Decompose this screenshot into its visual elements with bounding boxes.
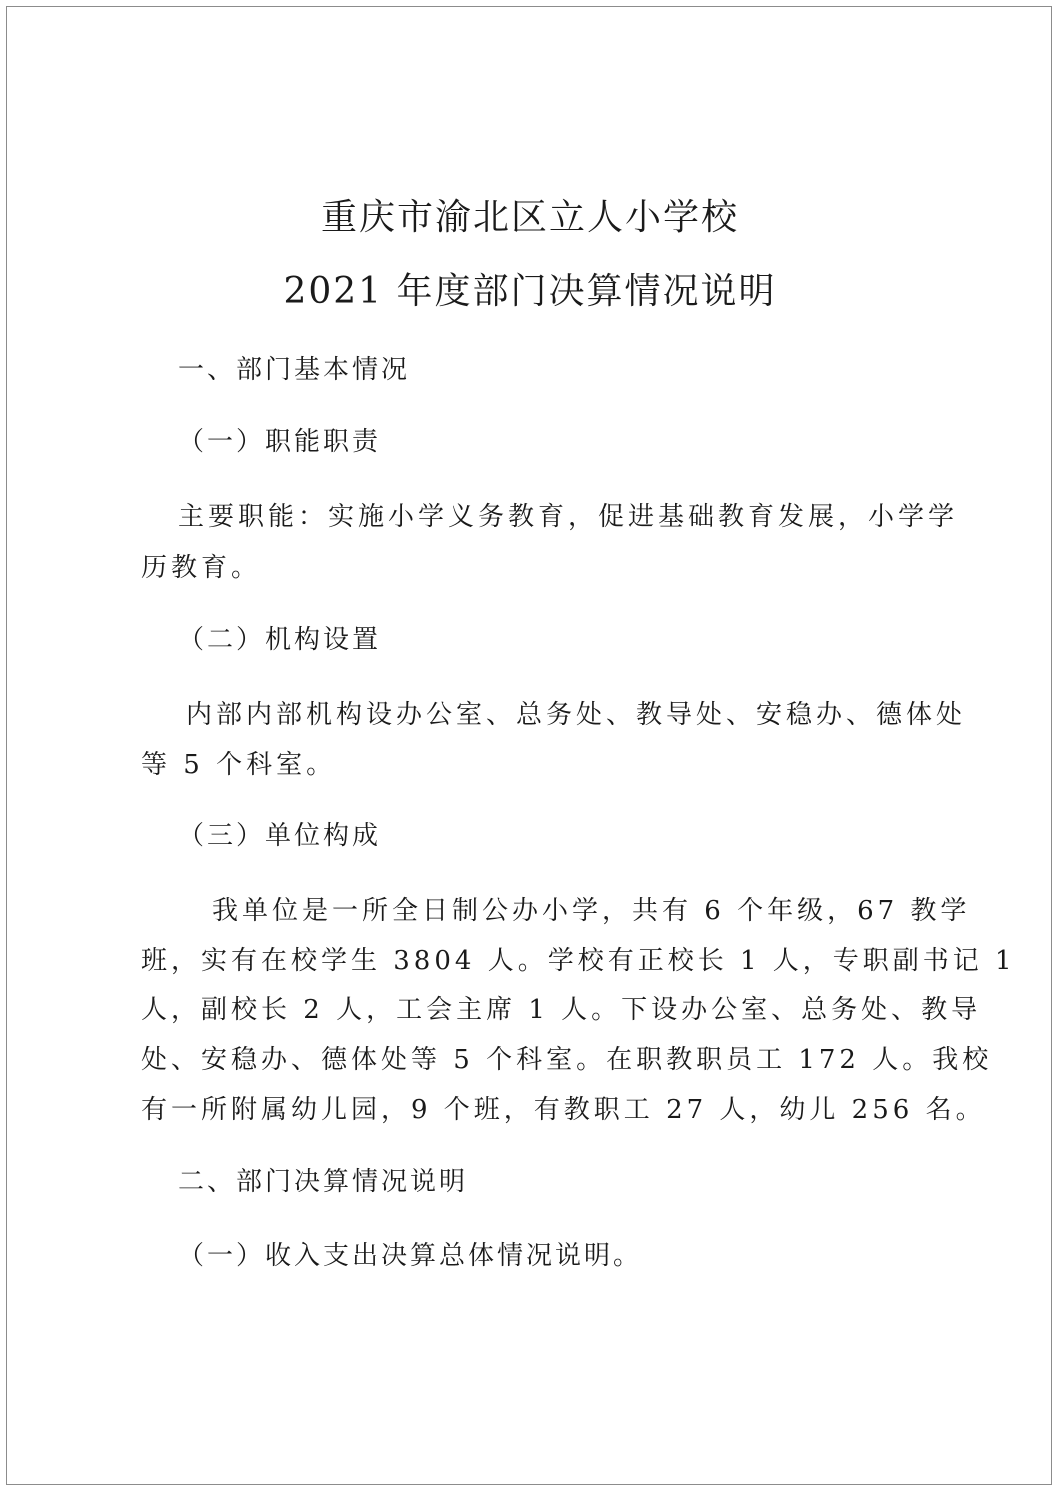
- document-title-line-2: 2021 年度部门决算情况说明: [283, 271, 777, 312]
- subsection-2-heading: （二）机构设置: [178, 625, 382, 655]
- subsection-1-heading: （一）职能职责: [178, 427, 382, 457]
- subsection-2-text-line-2: 等 5 个科室。: [141, 750, 337, 780]
- subsection-2-text-line-1: 内部内部机构设办公室、总务处、教导处、安稳办、德体处: [186, 700, 967, 730]
- subsection-3-text-line-1: 我单位是一所全日制公办小学，共有 6 个年级，67 教学: [212, 896, 971, 926]
- section-2-heading: 二、部门决算情况说明: [178, 1167, 469, 1197]
- subsection-3-text-line-3: 人，副校长 2 人，工会主席 1 人。下设办公室、总务处、教导: [141, 995, 982, 1025]
- subsection-3-text-line-4: 处、安稳办、德体处等 5 个科室。在职教职员工 172 人。我校: [141, 1045, 993, 1075]
- subsection-1-text-line-2: 历教育。: [141, 553, 262, 583]
- section-2-subsection-1-heading: （一）收入支出决算总体情况说明。: [178, 1241, 643, 1271]
- section-1-heading: 一、部门基本情况: [178, 355, 411, 385]
- subsection-1-text-line-1: 主要职能：实施小学义务教育，促进基础教育发展，小学学: [178, 502, 959, 532]
- document-title-line-1: 重庆市渝北区立人小学校: [320, 197, 739, 238]
- subsection-3-text-line-2: 班，实有在校学生 3804 人。学校有正校长 1 人，专职副书记 1: [141, 946, 1016, 976]
- subsection-3-text-line-5: 有一所附属幼儿园，9 个班，有教职工 27 人，幼儿 256 名。: [141, 1095, 986, 1125]
- subsection-3-heading: （三）单位构成: [178, 821, 382, 851]
